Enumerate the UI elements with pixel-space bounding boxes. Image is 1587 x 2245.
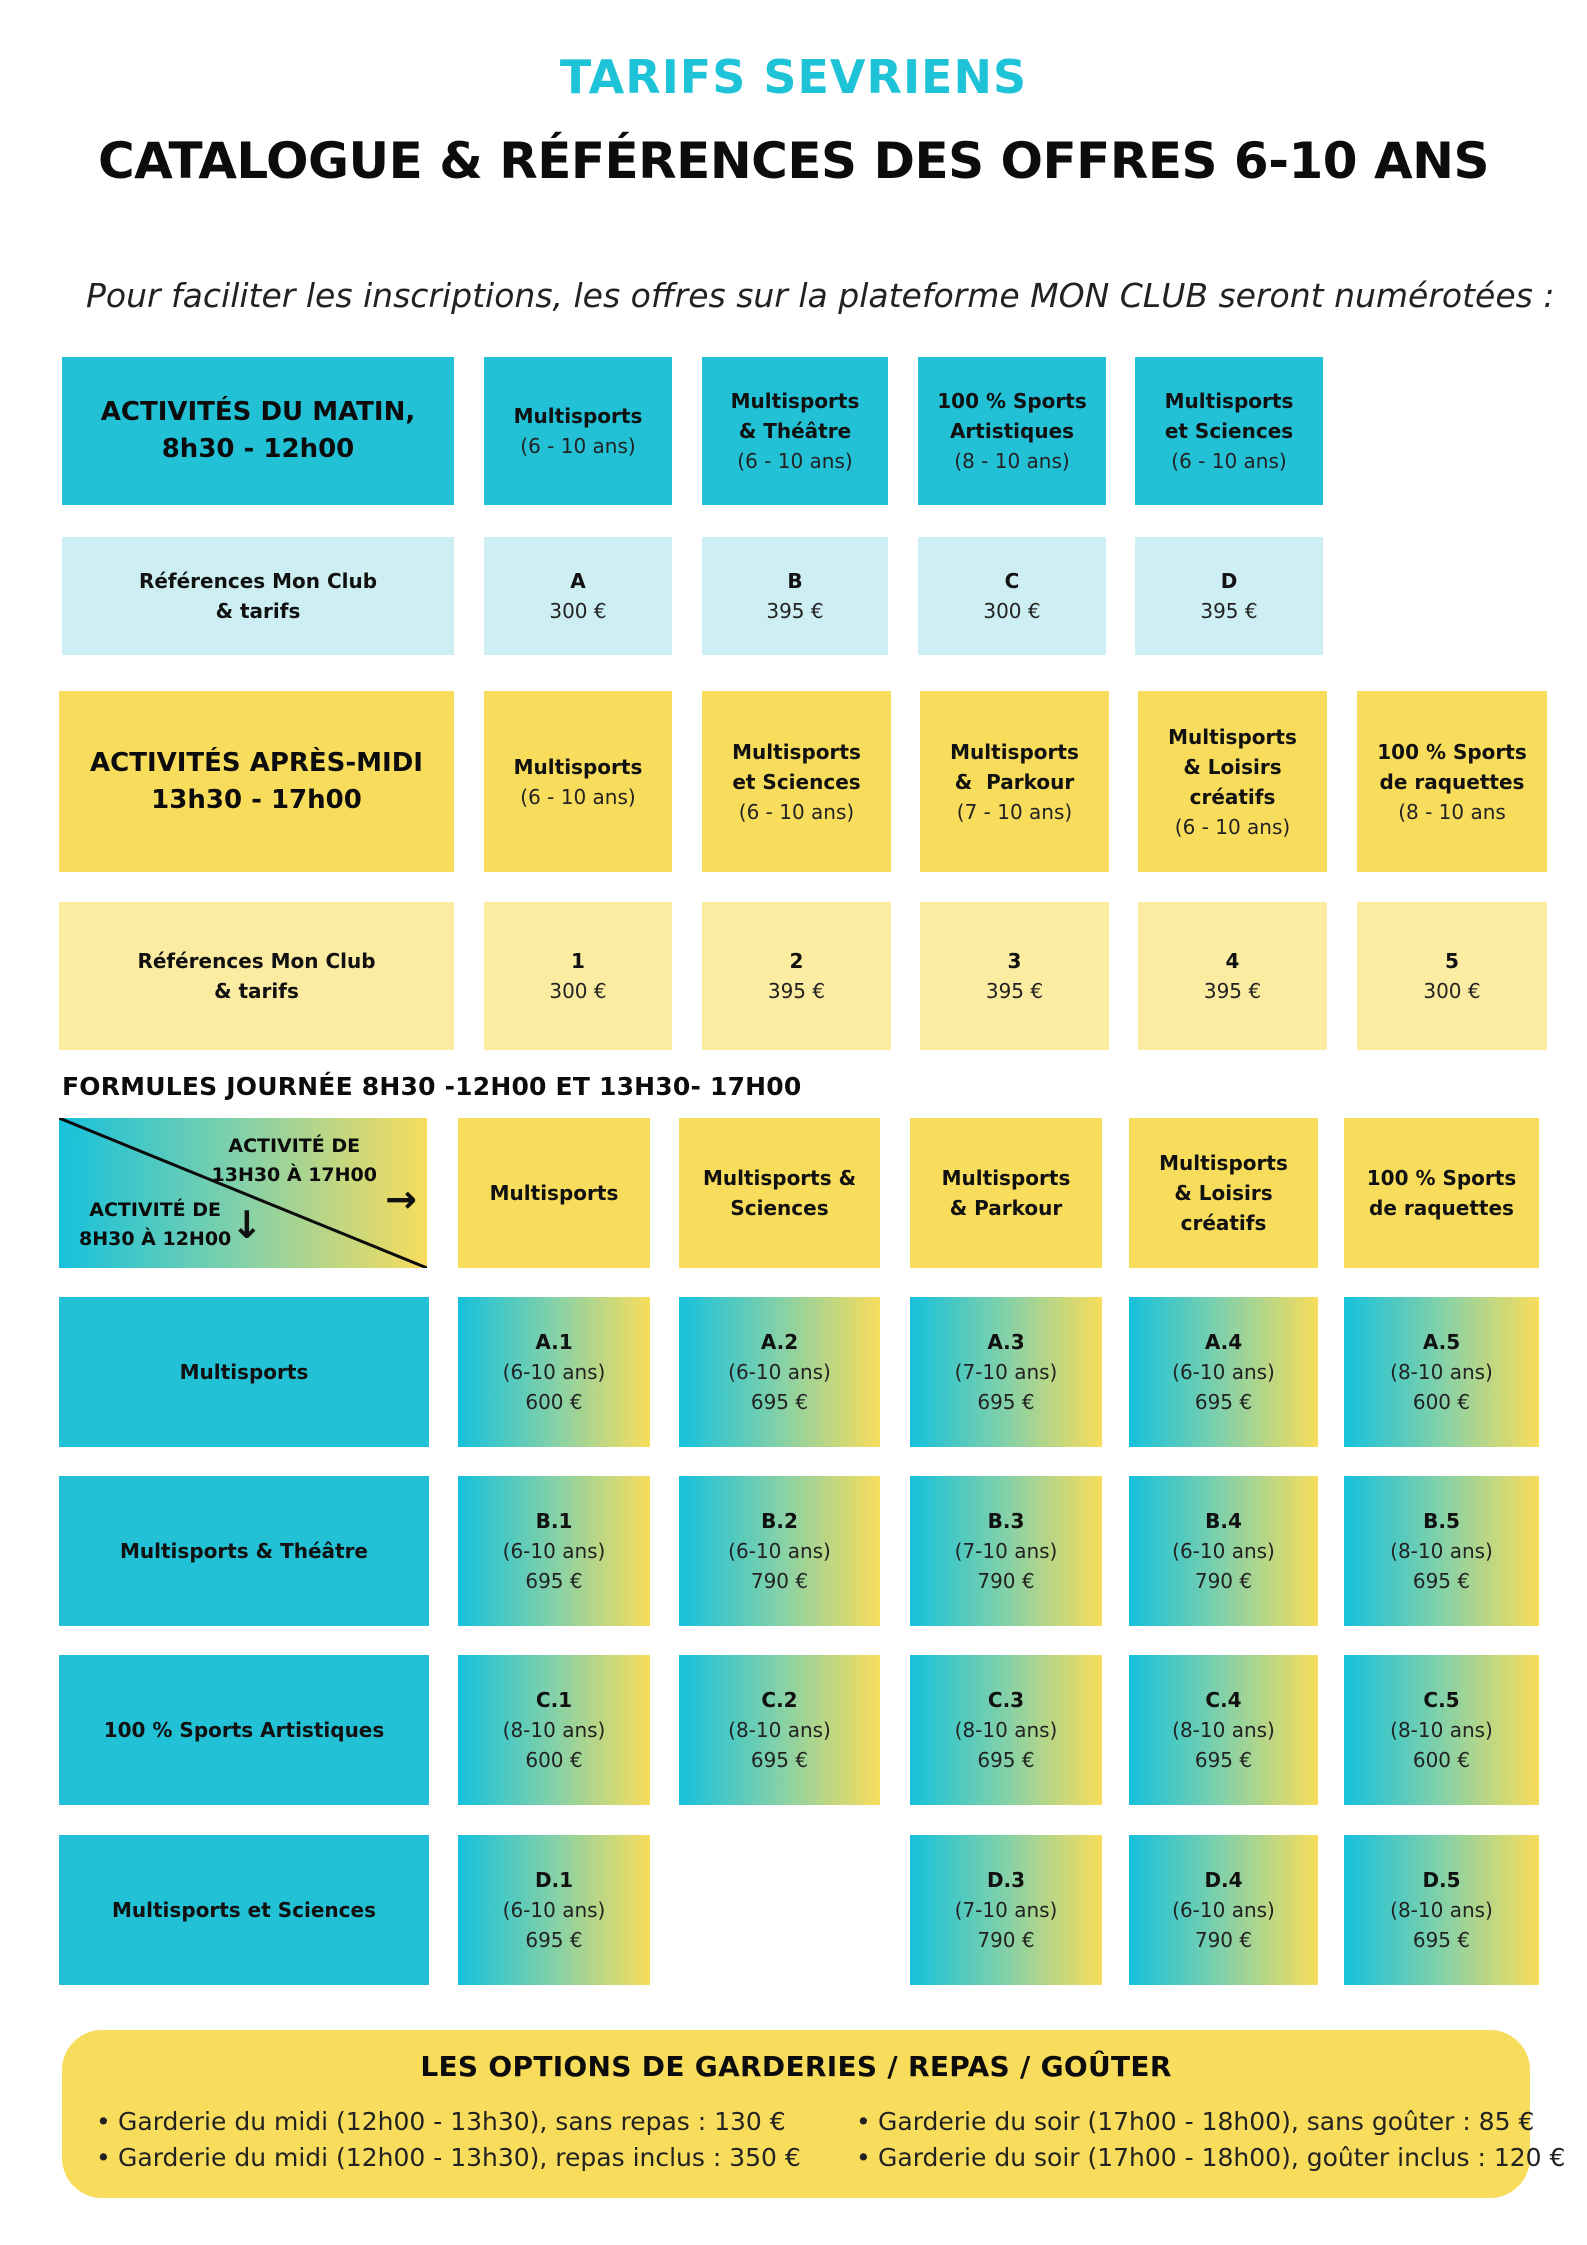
formule-age: (8-10 ans) <box>502 1718 606 1742</box>
ref-code: 2 <box>789 949 804 973</box>
formule-age: (7-10 ans) <box>954 1898 1058 1922</box>
formule-price: 790 € <box>977 1569 1035 1593</box>
formule-row-label <box>59 1655 429 1805</box>
formule-price: 695 € <box>750 1390 809 1414</box>
formule-price: 790 € <box>750 1569 809 1593</box>
offer-name: & Loisirs <box>1183 754 1282 779</box>
offer-name: de raquettes <box>1379 769 1525 794</box>
ref-price: 395 € <box>1203 979 1262 1003</box>
offer-name: Multisports <box>513 404 643 428</box>
options-list-left <box>92 2104 801 2176</box>
formule-ref: C.4 <box>1205 1688 1242 1712</box>
offer-name: Multisports <box>950 739 1079 764</box>
formule-age: (8-10 ans) <box>728 1718 831 1742</box>
page-subtitle: CATALOGUE & RÉFÉRENCES DES OFFRES 6-10 ANS <box>97 132 1489 190</box>
formule-age: (8-10 ans) <box>1390 1898 1493 1922</box>
formule-ref: B.1 <box>535 1509 573 1533</box>
formule-ref: A.5 <box>1422 1330 1461 1354</box>
formule-age: (6-10 ans) <box>1172 1539 1275 1563</box>
offer-age: (6 - 10 ans) <box>520 434 636 458</box>
formule-price: 695 € <box>525 1569 583 1593</box>
ref-price: 395 € <box>1200 599 1258 623</box>
morning-header-line2: 8h30 - 12h00 <box>161 434 355 464</box>
formule-cell <box>679 1476 880 1626</box>
offer-age: (6 - 10 ans) <box>1171 449 1287 473</box>
option-item: • Garderie du soir (17h00 - 18h00), goûter inclus : 120 € <box>852 2140 1565 2176</box>
formule-cell <box>910 1476 1102 1626</box>
offer-name: Multisports <box>732 739 861 764</box>
corner-afternoon-line1: ACTIVITÉ DE <box>228 1135 361 1157</box>
ref-code: 3 <box>1007 949 1022 973</box>
formule-age: (6-10 ans) <box>728 1360 831 1384</box>
formules-title: FORMULES JOURNÉE 8H30 -12H00 ET 13H30- 17H00 <box>62 1072 802 1101</box>
column-line2: & Loisirs <box>1174 1181 1273 1205</box>
formule-cell <box>1129 1835 1318 1985</box>
formule-column-header <box>1129 1118 1318 1268</box>
formule-ref: A.2 <box>760 1330 799 1354</box>
ref-code: A <box>570 569 586 593</box>
column-line2: & Parkour <box>949 1196 1063 1220</box>
formule-ref: B.3 <box>987 1509 1025 1533</box>
options-title: LES OPTIONS DE GARDERIES / REPAS / GOÛTER <box>420 2050 1172 2083</box>
formule-price: 790 € <box>977 1928 1035 1952</box>
intro-text: Pour faciliter les inscriptions, les offres sur la plateforme MON CLUB seront numérotées : <box>86 276 1555 315</box>
morning-header <box>62 357 454 505</box>
morning-ref-card <box>702 537 888 655</box>
formules-corner <box>59 1118 427 1268</box>
formule-age: (8-10 ans) <box>954 1718 1058 1742</box>
column-line2: de raquettes <box>1369 1196 1514 1220</box>
morning-offer-card <box>702 357 888 505</box>
formule-ref: C.2 <box>761 1688 798 1712</box>
row-label-text: Multisports et Sciences <box>112 1898 376 1922</box>
afternoon-header-line2: 13h30 - 17h00 <box>151 784 362 815</box>
formule-cell <box>458 1476 650 1626</box>
row-label-text: Multisports & Théâtre <box>120 1539 368 1563</box>
formule-age: (6-10 ans) <box>728 1539 831 1563</box>
formule-row-label <box>59 1297 429 1447</box>
column-line3: créatifs <box>1180 1211 1267 1235</box>
formule-ref: C.3 <box>987 1688 1025 1712</box>
offer-age: (6 - 10 ans) <box>737 449 853 473</box>
formule-column-header <box>1344 1118 1539 1268</box>
formule-ref: B.5 <box>1423 1509 1460 1533</box>
formule-column-header <box>910 1118 1102 1268</box>
formule-cell <box>458 1655 650 1805</box>
formule-age: (6-10 ans) <box>502 1898 606 1922</box>
formule-column-header <box>458 1118 650 1268</box>
offer-name: Artistiques <box>949 419 1075 443</box>
ref-code: C <box>1004 569 1020 593</box>
formule-row-label <box>59 1476 429 1626</box>
afternoon-header <box>59 691 454 872</box>
formule-ref: B.4 <box>1205 1509 1242 1533</box>
formule-age: (7-10 ans) <box>954 1360 1058 1384</box>
formule-ref: D.4 <box>1204 1868 1243 1892</box>
formule-ref: D.3 <box>986 1868 1026 1892</box>
morning-ref-card <box>484 537 672 655</box>
offer-name: 100 % Sports <box>937 389 1087 413</box>
formule-age: (7-10 ans) <box>954 1539 1058 1563</box>
column-line1: Multisports <box>489 1181 619 1205</box>
row-label-text: 100 % Sports Artistiques <box>103 1718 385 1742</box>
offer-name: créatifs <box>1189 784 1276 809</box>
afternoon-offer-card <box>702 691 891 872</box>
formule-cell <box>1344 1655 1539 1805</box>
formule-cell <box>679 1297 880 1447</box>
offer-name: Multisports <box>513 754 643 779</box>
formule-cell <box>1129 1297 1318 1447</box>
morning-ref-label <box>62 537 454 655</box>
formule-price: 600 € <box>525 1390 583 1414</box>
option-item: • Garderie du soir (17h00 - 18h00), sans goûter : 85 € <box>852 2104 1565 2140</box>
formule-ref: D.5 <box>1422 1868 1461 1892</box>
corner-afternoon-line2: 13H30 À 17H00 <box>211 1164 377 1186</box>
options-list-right <box>852 2104 1565 2176</box>
formule-ref: A.1 <box>535 1330 573 1354</box>
formule-age: (8-10 ans) <box>1390 1360 1493 1384</box>
formule-age: (6-10 ans) <box>502 1360 606 1384</box>
offer-name: et Sciences <box>732 769 861 794</box>
formule-ref: A.4 <box>1204 1330 1243 1354</box>
formule-cell <box>1129 1476 1318 1626</box>
ref-label-line2: & tarifs <box>215 599 301 623</box>
ref-code: 1 <box>571 949 585 973</box>
ref-price: 395 € <box>985 979 1044 1003</box>
formule-age: (8-10 ans) <box>1172 1718 1275 1742</box>
formule-price: 695 € <box>1412 1569 1471 1593</box>
formule-cell <box>910 1835 1102 1985</box>
formule-cell <box>458 1297 650 1447</box>
formule-row-label <box>59 1835 429 1985</box>
formule-ref: B.2 <box>761 1509 798 1533</box>
offer-name: 100 % Sports <box>1377 739 1527 764</box>
formule-cell <box>1344 1297 1539 1447</box>
corner-morning-line2: 8H30 À 12H00 <box>79 1228 232 1250</box>
offer-name: et Sciences <box>1164 419 1294 443</box>
afternoon-ref-card <box>1138 902 1327 1050</box>
offer-name: & Parkour <box>954 769 1075 794</box>
ref-price: 395 € <box>767 979 826 1003</box>
morning-header-line1: ACTIVITÉS DU MATIN, <box>100 397 416 427</box>
formule-cell <box>910 1655 1102 1805</box>
offer-name: & Théâtre <box>738 419 852 443</box>
formule-ref: C.1 <box>535 1688 573 1712</box>
ref-label-line1: Références Mon Club <box>137 949 376 973</box>
arrow-right-icon: → <box>385 1177 417 1221</box>
formule-cell <box>910 1297 1102 1447</box>
formule-price: 695 € <box>525 1928 583 1952</box>
afternoon-offer-card <box>920 691 1109 872</box>
formule-price: 600 € <box>1412 1748 1471 1772</box>
morning-ref-card <box>1135 537 1323 655</box>
formule-price: 790 € <box>1194 1928 1253 1952</box>
formule-price: 695 € <box>977 1390 1035 1414</box>
ref-label-line1: Références Mon Club <box>138 569 378 593</box>
offer-age: (6 - 10 ans) <box>738 799 855 824</box>
offer-age: (8 - 10 ans) <box>954 449 1070 473</box>
formule-price: 790 € <box>1194 1569 1253 1593</box>
corner-afternoon-label <box>212 1132 378 1190</box>
afternoon-offer-card <box>1357 691 1547 872</box>
ref-price: 300 € <box>983 599 1041 623</box>
offer-age: (6 - 10 ans) <box>520 784 636 809</box>
formule-price: 600 € <box>1412 1390 1471 1414</box>
ref-price: 300 € <box>549 599 607 623</box>
formule-age: (6-10 ans) <box>502 1539 606 1563</box>
morning-offer-card <box>1135 357 1323 505</box>
formule-cell <box>1344 1835 1539 1985</box>
ref-code: B <box>787 569 803 593</box>
column-line2: Sciences <box>730 1196 829 1220</box>
formule-price: 695 € <box>1412 1928 1471 1952</box>
ref-price: 300 € <box>1423 979 1481 1003</box>
afternoon-ref-card <box>920 902 1109 1050</box>
morning-ref-card <box>918 537 1106 655</box>
formule-ref: C.5 <box>1423 1688 1460 1712</box>
afternoon-offer-card <box>1138 691 1327 872</box>
option-item: • Garderie du midi (12h00 - 13h30), repas inclus : 350 € <box>92 2140 801 2176</box>
formule-cell <box>679 1655 880 1805</box>
formule-ref: A.3 <box>987 1330 1025 1354</box>
offer-name: Multisports <box>730 389 860 413</box>
offer-name: Multisports <box>1164 389 1294 413</box>
formule-price: 695 € <box>750 1748 809 1772</box>
ref-code: 4 <box>1225 949 1240 973</box>
morning-offer-card <box>484 357 672 505</box>
offer-age: (7 - 10 ans) <box>956 799 1073 824</box>
afternoon-ref-card <box>1357 902 1547 1050</box>
option-item: • Garderie du midi (12h00 - 13h30), sans repas : 130 € <box>92 2104 801 2140</box>
ref-price: 395 € <box>766 599 824 623</box>
ref-price: 300 € <box>549 979 607 1003</box>
afternoon-ref-card <box>484 902 672 1050</box>
formule-age: (8-10 ans) <box>1390 1718 1493 1742</box>
row-label-text: Multisports <box>179 1360 309 1384</box>
offer-name: Multisports <box>1168 724 1297 749</box>
formule-price: 695 € <box>1194 1390 1253 1414</box>
formule-column-header <box>679 1118 880 1268</box>
offer-age: (6 - 10 ans) <box>1174 814 1291 839</box>
formule-cell <box>458 1835 650 1985</box>
afternoon-ref-card <box>702 902 891 1050</box>
afternoon-ref-label <box>59 902 454 1050</box>
afternoon-offer-card <box>484 691 672 872</box>
arrow-down-icon: ↓ <box>231 1203 263 1247</box>
column-line1: Multisports & <box>702 1166 857 1190</box>
formule-price: 695 € <box>1194 1748 1253 1772</box>
formule-cell <box>1344 1476 1539 1626</box>
formule-price: 600 € <box>525 1748 583 1772</box>
corner-morning-label <box>79 1196 231 1254</box>
afternoon-header-line1: ACTIVITÉS APRÈS-MIDI <box>90 747 423 778</box>
formule-ref: D.1 <box>534 1868 574 1892</box>
column-line1: 100 % Sports <box>1366 1166 1517 1190</box>
morning-offer-card <box>918 357 1106 505</box>
formule-price: 695 € <box>977 1748 1035 1772</box>
column-line1: Multisports <box>941 1166 1071 1190</box>
ref-code: D <box>1220 569 1238 593</box>
options-panel <box>62 2030 1566 2198</box>
corner-morning-line1: ACTIVITÉ DE <box>89 1199 222 1221</box>
offer-age: (8 - 10 ans <box>1398 799 1506 824</box>
formule-age: (8-10 ans) <box>1390 1539 1493 1563</box>
column-line1: Multisports <box>1159 1151 1288 1175</box>
formule-age: (6-10 ans) <box>1172 1898 1275 1922</box>
ref-label-line2: & tarifs <box>214 979 299 1003</box>
formule-age: (6-10 ans) <box>1172 1360 1275 1384</box>
ref-code: 5 <box>1445 949 1459 973</box>
page-title: TARIFS SEVRIENS <box>559 50 1028 104</box>
formule-cell <box>1129 1655 1318 1805</box>
